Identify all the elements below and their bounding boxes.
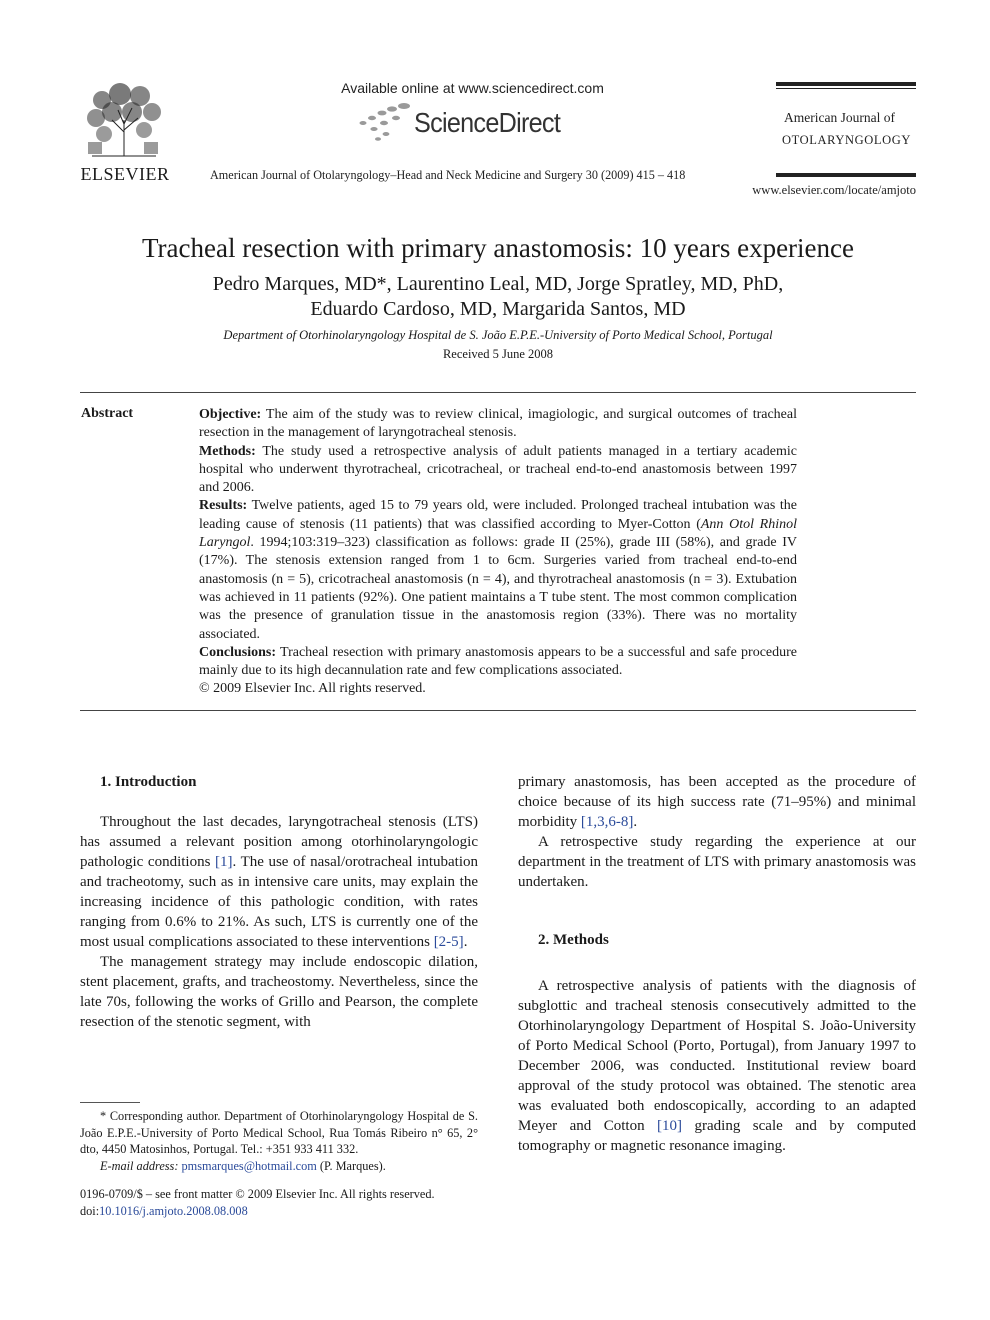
doi-line [80,1203,500,1220]
abstract-results [199,497,797,643]
abstract-label: Abstract [81,406,134,421]
reference-link[interactable]: [1] [215,854,233,870]
corresponding-author-note: * Corresponding author. Department of Otorhinolaryngology Hospital de S. João E.P.E.-University of Porto Medical School, Rua Tomás Ribeiro n° 65, 2° dto, 4450 Matosinhos, Portugal. Tel.: +351 933 411 332. [80,1109,478,1156]
front-matter [80,1186,500,1220]
doi-link[interactable]: 10.1016/j.amjoto.2008.08.008 [99,1204,248,1218]
intro-p1-text-b: . The use of nasal/orotracheal intubation and tracheotomy, such as in intensive care units, may explain the increasing incidence of this pathologic condition, with rates ranging from 0.6% to 21%. As such, LTS is currently one of the most usual complications associated to these interventions [80,854,478,950]
results-label: Results: [199,498,248,514]
objective-label: Objective: [199,407,262,422]
front-matter-line: 0196-0709/$ – see front matter © 2009 Elsevier Inc. All rights reserved. [80,1187,435,1201]
email-line [80,1158,478,1175]
reference-link[interactable]: [10] [657,1118,683,1134]
intro-paragraph-1 [80,812,478,952]
article-title: Tracheal resection with primary anastomosis: 10 years experience [141,233,855,263]
right-paragraph-1 [518,772,916,832]
sciencedirect-logo [356,101,596,143]
journal-logo-rule-bottom [776,173,916,177]
email-label: E-mail address: [100,1158,179,1173]
conclusions-label: Conclusions: [199,644,277,660]
intro-paragraph-2: The management strategy may include endoscopic dilation, stent placement, grafts, and tracheostomy. Nevertheless, since the late 70s, following the works of Grillo and Pearson, the complete resection of the stenotic segment, with [80,954,478,1030]
journal-url-link[interactable]: www.elsevier.com/locate/amjoto [752,183,916,197]
results-text-b: . 1994;103:319–323) classification as follows: grade II (25%), grade III (58%), and grade IV (17%). The stenosis extension ranged from 1 to 6cm. Surgeries varied from tracheal end-to-end anastomosis (n = 5), cricotracheal anastomosis (n = 4), and thyrotracheal anastomosis (n = 3). Extubation was achieved in 11 patients (92%). One patient maintains a T tube stent. The most common complication was the presence of granulation tissue in the anastomosis region (33%). There was no mortality associated. [199,535,797,642]
methods-paragraph-1 [518,976,916,1156]
results-text-a: Twelve patients, aged 15 to 79 years old, were included. Prolonged tracheal intubation was the leading cause of stenosis (11 patients) that was classified according to Myer-Cotton ( [199,498,797,532]
reference-link[interactable]: [2-5] [433,934,464,950]
methods-heading: 2. Methods [538,932,609,948]
journal-logo-rule-thin [776,88,916,89]
publisher-logo [80,80,170,182]
authors-line-2: Eduardo Cardoso, MD, Margarida Santos, MD [310,298,686,320]
available-online-text: Available online at www.sciencedirect.com [341,80,604,96]
abstract-copyright: © 2009 Elsevier Inc. All rights reserved. [199,681,426,697]
footnote-rule [80,1102,140,1103]
doi-label: doi: [80,1204,100,1218]
abstract-bottom-rule [80,710,916,711]
right-p1-text-a: primary anastomosis, has been accepted as the procedure of choice because of its high success rate (71–95%) and minimal morbidity [518,774,916,830]
abstract-objective [199,406,797,443]
journal-logo-line1: American Journal of [784,110,895,125]
publisher-name: ELSEVIER [80,164,170,184]
email-suffix: (P. Marques). [316,1158,386,1173]
right-p1-text-b: . [633,814,638,830]
methods-p1-text-a: A retrospective analysis of patients with the diagnosis of subglottic and tracheal stenosis consecutively admitted to the Otorhinolaryngology Department of Hospital S. João-University of Porto Medical School (Porto, Portugal), from January 1997 to December 2006, was conducted. Institutional review board approval of the study protocol was obtained. The stenotic area was evaluated both endoscopically, according to an adapted Meyer and Cotton [518,978,916,1134]
conclusions-text: Tracheal resection with primary anastomosis appears to be a successful and safe procedure mainly due to its high decannulation rate and few complications associated. [199,644,797,679]
intro-p1-text-c: . [463,934,468,950]
right-paragraph-2: A retrospective study regarding the experience at our department in the treatment of LTS with primary anastomosis was undertaken. [518,834,916,890]
abstract-methods [199,443,797,498]
journal-citation: American Journal of Otolaryngology–Head and Neck Medicine and Surgery 30 (2009) 415 – 418 [210,168,686,182]
received-date: Received 5 June 2008 [442,347,554,361]
authors-line-1: Pedro Marques, MD*, Laurentino Leal, MD, Jorge Spratley, MD, PhD, [212,273,784,295]
affiliation: Department of Otorhinolaryngology Hospital de S. João E.P.E.-University of Porto Medical School, Portugal [223,328,773,342]
journal-logo-rule-top [776,82,916,86]
sciencedirect-wordmark: ScienceDirect [414,107,561,138]
abstract-body [199,406,797,699]
methods-label: Methods: [199,443,256,459]
abstract-conclusions [199,644,797,681]
reference-link[interactable]: [1,3,6-8] [580,814,634,830]
abstract-top-rule [80,392,916,393]
methods-text: The study used a retrospective analysis of adult patients managed in a tertiary academic hospital who underwent thyrotracheal, cricotracheal, or tracheal end-to-end anastomosis between 1997 and 2006. [199,443,797,496]
email-link[interactable]: pmsmarques@hotmail.com [181,1158,317,1173]
results-journal: Ann Otol Rhinol Laryngol [199,516,797,551]
right-column [518,772,916,1156]
methods-p1-text-b: grading scale and by computed tomography or magnetic resonance imaging. [518,1118,916,1154]
intro-p1-text-a: Throughout the last decades, laryngotracheal stenosis (LTS) has assumed a relevant position among otorhinolaryngologic pathologic conditions [80,814,478,870]
elsevier-tree-icon [82,80,166,158]
objective-text: The aim of the study was to review clinical, imagiologic, and surgical outcomes of tracheal resection in the management of laryngotracheal stenosis. [199,407,797,441]
intro-heading: 1. Introduction [100,774,197,790]
left-column [80,772,478,1032]
journal-logo-line2: OTOLARYNGOLOGY [782,133,911,147]
corresponding-footnote [80,1108,478,1174]
sciencedirect-dots-icon [356,101,414,143]
